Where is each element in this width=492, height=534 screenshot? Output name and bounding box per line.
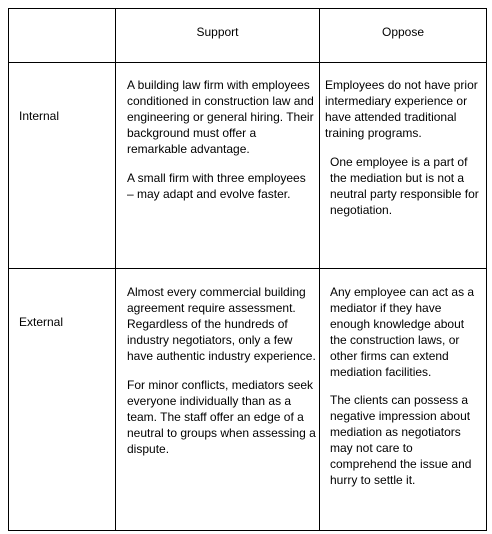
col-divider-2 xyxy=(319,8,320,531)
external-oppose-paragraph-2: The clients can possess a negative impression about mediation as negotiators may not care to comprehend the issue and hurry to settle it. xyxy=(330,393,472,487)
header-oppose: Oppose xyxy=(381,25,425,39)
table-border-top xyxy=(8,8,487,9)
external-oppose-paragraph-1: Any employee can act as a mediator if they have enough knowledge about the construction laws, or other firms can extend mediation facilities. xyxy=(330,285,475,379)
external-support-paragraph-2: For minor conflicts, mediators seek everyone individually than as a team. The staff offer an edge of a neutral to groups when assessing a dispute. xyxy=(127,378,316,456)
internal-support-paragraph-1: A building law firm with employees conditioned in construction law and engineering or general hiring. Their background must offer a remarkable advantage. xyxy=(127,78,314,156)
row-divider-middle xyxy=(8,268,487,269)
table-border-left xyxy=(8,8,9,531)
internal-oppose-paragraph-2: One employee is a part of the mediation but is not a neutral party responsible for negotiation. xyxy=(330,155,479,217)
external-support-paragraph-1: Almost every commercial building agreement require assessment. Regardless of the hundreds of industry negotiators, only a few have authentic industry experience. xyxy=(127,285,316,363)
internal-support-paragraph-2: A small firm with three employees – may adapt and evolve faster. xyxy=(127,171,306,201)
table-border-bottom xyxy=(8,530,487,531)
header-support: Support xyxy=(196,25,239,39)
row-divider-header xyxy=(8,62,487,63)
row-label-internal: Internal xyxy=(19,109,60,123)
table-border-right xyxy=(486,8,487,531)
row-label-external: External xyxy=(19,315,64,329)
internal-oppose-paragraph-1: Employees do not have prior intermediary experience or have attended traditional training programs. xyxy=(325,78,478,140)
col-divider-1 xyxy=(115,8,116,531)
